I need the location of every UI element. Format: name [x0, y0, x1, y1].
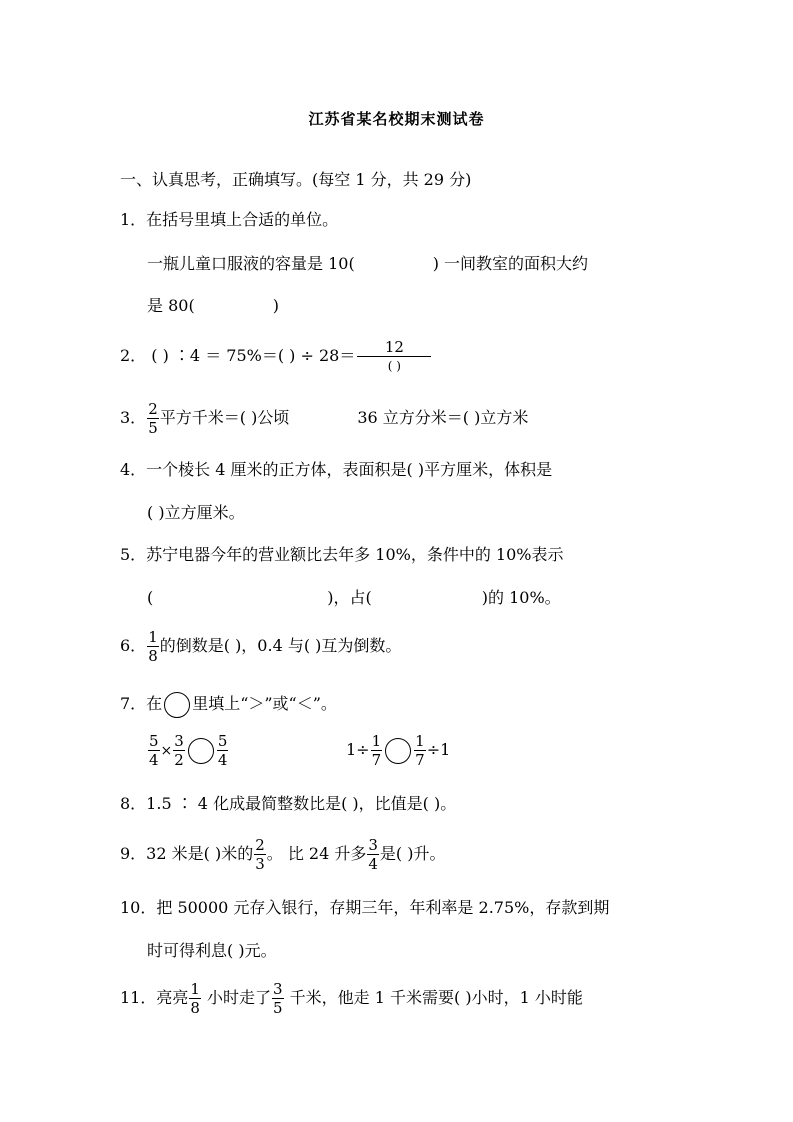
numerator: 3: [273, 980, 283, 998]
numerator: 5: [149, 732, 159, 750]
section-heading: 一、认真思考，正确填写。(每空 1 分，共 29 分): [120, 170, 472, 189]
q7-expression-2: [346, 730, 450, 770]
q9-fraction-1: [254, 836, 266, 873]
q7-e2-frac-1: [371, 732, 383, 769]
question-7: [120, 690, 337, 718]
page-title: 江苏省某名校期末测试卷: [308, 110, 485, 128]
q7-e2-suffix: ÷1: [426, 740, 451, 759]
q5-text-b: )，占(: [327, 588, 372, 607]
numerator: 1: [415, 732, 425, 750]
q7-e1-frac-3: [217, 732, 229, 769]
q1-text-d: ): [272, 296, 279, 315]
q9-text-a: 9．32 米是( )米的: [120, 844, 254, 863]
q9-text-b: 。 比 24 升多: [266, 844, 367, 863]
question-9: [120, 834, 446, 874]
q11-text-a: 11．亮亮: [120, 988, 189, 1007]
denominator: 7: [415, 751, 425, 769]
numerator: 3: [368, 836, 378, 854]
denominator: 3: [255, 855, 265, 873]
denominator: 4: [368, 855, 378, 873]
question-10-line-2: 时可得利息( )元。: [147, 941, 277, 960]
denominator: 7: [371, 751, 382, 769]
q11-fraction-2: [272, 980, 284, 1017]
numerator: 3: [174, 732, 184, 750]
denominator: 4: [217, 751, 228, 769]
q11-text-b: 小时走了: [201, 988, 272, 1007]
q5-text-c: )的 10%。: [481, 588, 561, 607]
numerator: 2: [255, 836, 265, 854]
denominator: 5: [273, 999, 283, 1017]
question-4-line-2: ( )立方厘米。: [147, 503, 245, 522]
denominator: 8: [190, 999, 200, 1017]
q2-fraction: [357, 338, 431, 375]
question-1-line-3: [147, 296, 279, 316]
answer-circle[interactable]: [188, 738, 214, 764]
question-4: 4．一个棱长 4 厘米的正方体，表面积是( )平方厘米，体积是: [120, 460, 553, 479]
q2-denominator: ( ): [387, 359, 401, 373]
numerator: 1: [371, 732, 382, 750]
q7-text-a: 7．在: [120, 694, 163, 713]
q6-text: 的倒数是( )，0.4 与( )互为倒数。: [159, 636, 402, 655]
compare-circle-icon: [164, 692, 190, 718]
q7-e2-prefix: 1÷: [346, 740, 370, 759]
times-sign: ×: [160, 743, 173, 759]
q9-fraction-2: [367, 836, 379, 873]
q3-number: 3．: [120, 408, 147, 427]
q1-text-a: 一瓶儿童口服液的容量是 10(: [147, 254, 355, 273]
q2-text: 2． ( ) ∶4 ＝ 75%＝( ) ÷ 28＝: [120, 346, 356, 365]
question-1-line-2: [147, 254, 588, 274]
question-1: 1．在括号里填上合适的单位。: [120, 210, 339, 229]
question-11: [120, 978, 583, 1018]
q7-e1-frac-2: [173, 732, 185, 769]
question-5: 5．苏宁电器今年的营业额比去年多 10%，条件中的 10%表示: [120, 545, 564, 564]
question-6: [120, 626, 401, 666]
question-3: [120, 398, 528, 438]
q3-part-a: 平方千米＝( )公顷: [159, 408, 290, 427]
question-8: 8．1.5 ∶ 4 化成最简整数比是( )，比值是( )。: [120, 794, 457, 813]
question-10: 10．把 50000 元存入银行，存期三年，年利率是 2.75%，存款到期: [120, 898, 610, 917]
q6-number: 6．: [120, 636, 147, 655]
denominator: 2: [174, 751, 184, 769]
q1-text-b: ) 一间教室的面积大约: [432, 254, 589, 273]
q1-text-c: 是 80(: [147, 296, 195, 315]
q7-expression-1: [147, 730, 229, 771]
q7-text-b: 里填上“＞”或“＜”。: [192, 694, 337, 713]
answer-circle[interactable]: [385, 738, 411, 764]
q6-numerator: 1: [148, 628, 158, 646]
q9-text-c: 是( )升。: [379, 844, 446, 863]
q3-fraction: [147, 400, 159, 437]
question-2: [120, 336, 431, 376]
q11-text-c: 千米，他走 1 千米需要( )小时，1 小时能: [284, 988, 583, 1007]
q7-e2-frac-2: [414, 732, 426, 769]
q3-denominator: 5: [148, 419, 158, 437]
q3-part-b: 36 立方分米＝( )立方米: [357, 408, 529, 427]
question-5-line-2: [147, 588, 561, 608]
q6-fraction: [147, 628, 159, 665]
q5-text-a: (: [147, 588, 154, 607]
numerator: 5: [217, 732, 228, 750]
q2-numerator: 12: [357, 338, 431, 357]
denominator: 4: [149, 751, 159, 769]
q7-e1-frac-1: [148, 732, 160, 769]
q11-fraction-1: [189, 980, 201, 1017]
q6-denominator: 8: [148, 647, 158, 665]
numerator: 1: [190, 980, 200, 998]
q3-numerator: 2: [148, 400, 158, 418]
